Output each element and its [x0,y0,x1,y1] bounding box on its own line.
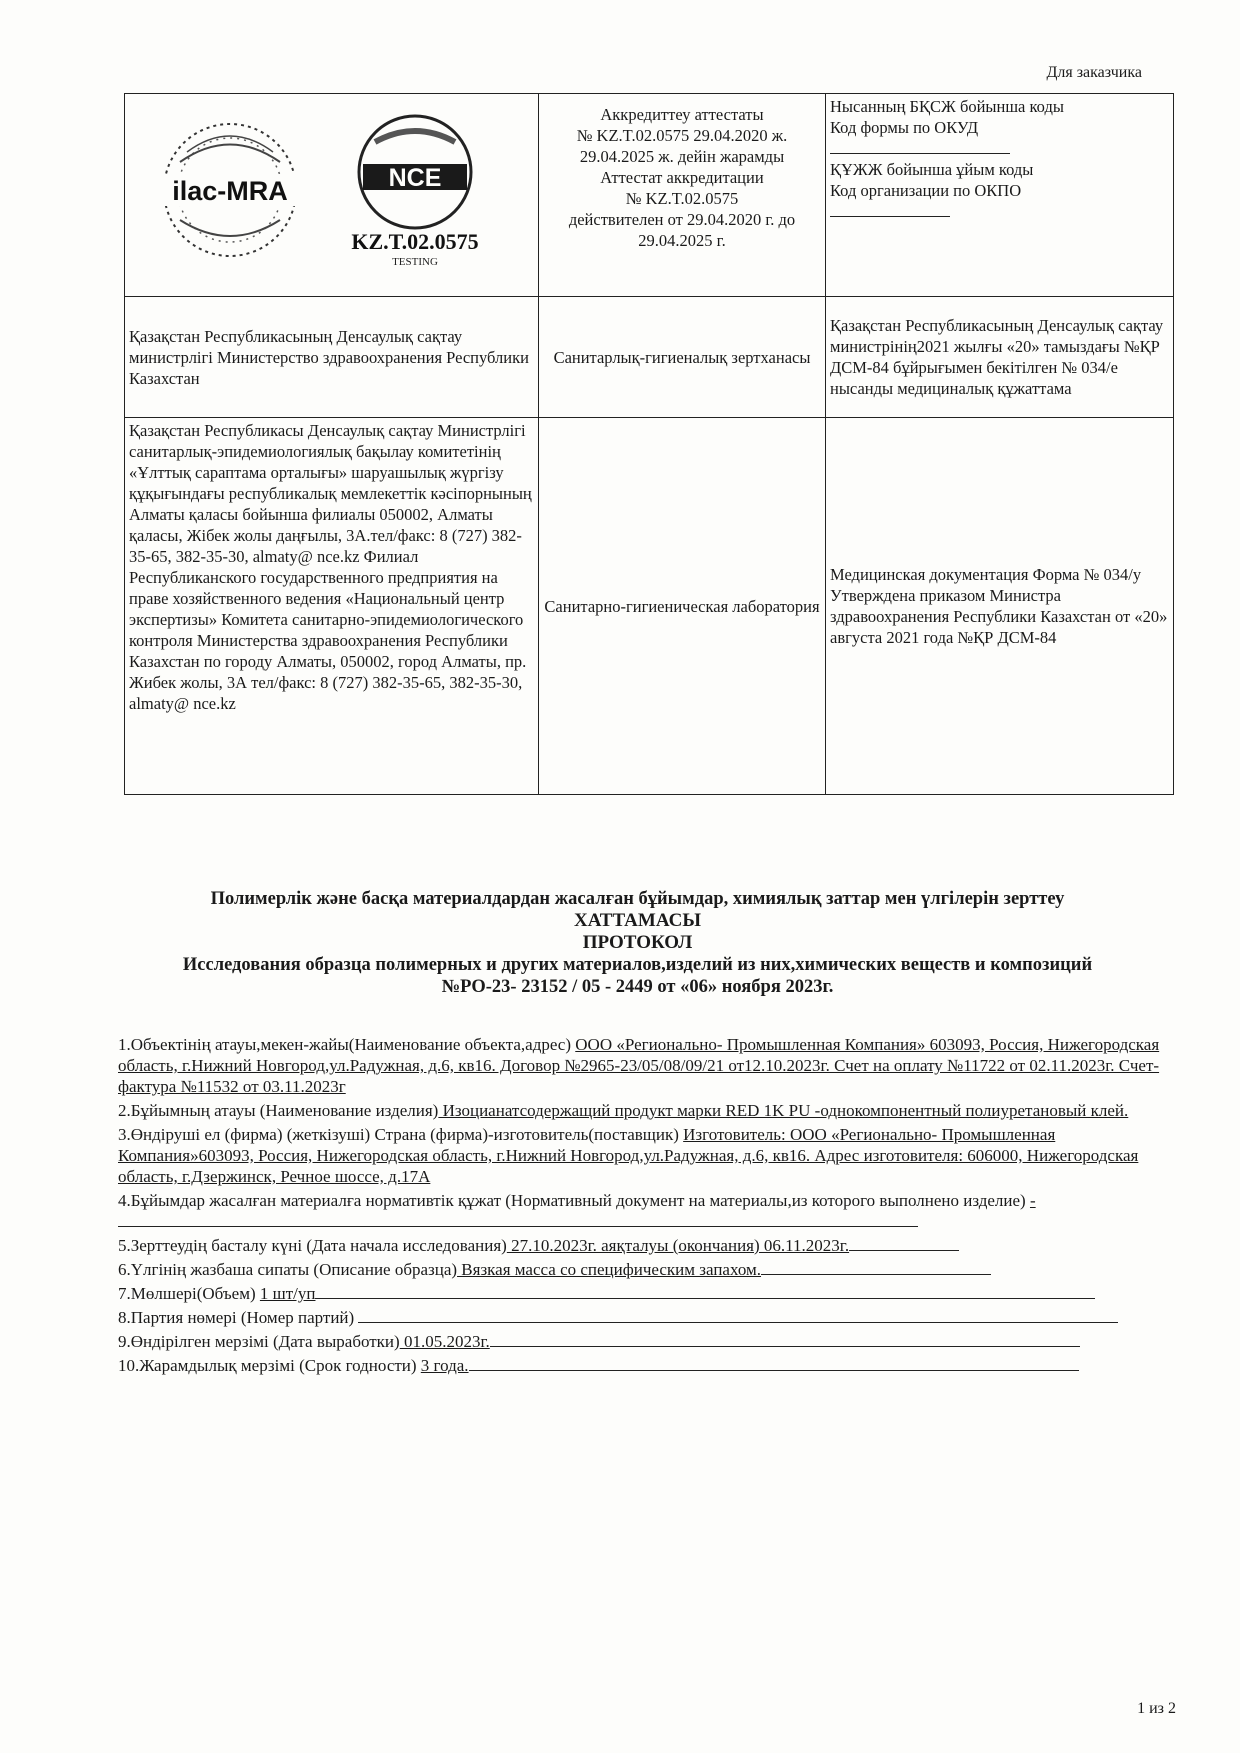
accreditation-logos [135,102,525,292]
field-value: ООО «Регионально- Промышленная Компания» 603093, Россия, Нижегородская область, г.Нижний Новгород,ул.Радужная, д.6, кв16. Договор №2965-23/05/08/09/21 от12.10.2023г. Счет на оплату №11722 от 02.11.2023г. Счет- фактура №11532 от 03.11.2023г [118,1035,1160,1096]
form-ru-cell: Медицинская документация Форма № 034/у Утверждена приказом Министра здравоохранения Республики Казахстан от «20» августа 2021 года №ҚР ДСМ-84 [826,418,1174,795]
field-volume [118,1283,1168,1304]
ministry-cell: Қазақстан Республикасының Денсаулық сақтау министрлігі Министерство здравоохранения Республики Казахстан [125,297,539,418]
field-object [118,1034,1168,1097]
protocol-title [110,888,1165,998]
accreditation-line: 29.04.2025 ж. дейін жарамды [579,147,785,166]
form-code-kz: Нысанның БҚСЖ бойынша коды [830,97,1064,116]
nce-logo-text: NCE [388,164,442,192]
logos-cell [125,94,539,297]
org-code-kz: ҚҰЖЖ бойынша ұйым коды [830,160,1034,179]
accreditation-line: № KZ.T.02.0575 [625,189,739,208]
field-fill-line [469,1356,1079,1371]
field-label: 9.Өндірілген мерзімі (Дата выработки) [118,1332,400,1351]
field-fill-line [118,1212,918,1227]
field-normative-doc [118,1190,1168,1232]
field-label: 7.Мөлшері(Объем) [118,1284,260,1303]
form-code-blank [830,139,1010,154]
logo-testing: TESTING [392,256,438,268]
form-code-ru: Код формы по ОКУД [830,118,979,137]
ilac-logo-text: ilac-MRA [172,176,288,206]
field-label: 5.Зерттеудің басталу күні (Дата начала исследования) [118,1236,507,1255]
organization-cell: Қазақстан Республикасы Денсаулық сақтау Министрлігі санитарлық-эпидемиологиялық бақылау комитетінің «Ұлттық сараптама орталығы» шаруашылық жүргізу құқығындағы республикалық мемлекеттік кәсіпорнының Алматы қаласы бойынша филиалы 050002, Алматы қаласы, Жібек жолы даңғылы, 3А.тел/факс: 8 (727) 382-35-65, 382-35-30, almaty@ nce.kz Филиал Республиканского государственного предприятия на праве хозяйственного ведения «Национальный центр экспертизы» Комитета санитарно-эпидемиологического контроля Министерства здравоохранения Республики Казахстан по городу Алматы, 050002, город Алматы, пр. Жибек жолы, 3А тел/факс: 8 (727) 382-35-65, 382-35-30, almaty@ nce.kz [125,418,539,795]
lab-kz-cell: Санитарлық-гигиеналық зертханасы [539,297,826,418]
header-table [124,93,1174,795]
title-hattamasy: ХАТТАМАСЫ [574,910,701,931]
field-value: 01.05.2023г. [399,1332,490,1351]
nce-logo [351,116,478,268]
field-manufacturer [118,1124,1168,1187]
org-code-blank [830,202,950,217]
accreditation-line: действителен от 29.04.2020 г. до [568,210,796,229]
field-fill-line [490,1332,1080,1347]
page-number: 1 из 2 [1137,1700,1176,1717]
ilac-mra-logo [163,124,297,256]
accreditation-cell [539,94,826,297]
field-value: 1 шт/уп [259,1284,316,1303]
field-label: 10.Жарамдылық мерзімі (Срок годности) [118,1356,421,1375]
field-value: Изоцианатсодержащий продукт марки RED 1K PU -однокомпонентный полиуретановый клей. [438,1101,1129,1120]
field-fill-line [315,1284,1095,1299]
accreditation-line: Аккредиттеу аттестаты [600,105,764,124]
field-batch [118,1307,1168,1328]
title-protocol: ПРОТОКОЛ [582,932,693,953]
field-production-date [118,1331,1168,1352]
field-value: Вязкая масса со специфическим запахом. [457,1260,762,1279]
field-label: 1.Объектінің атауы,мекен-жайы(Наименование объекта,адрес) [118,1035,576,1054]
field-label: 3.Өндіруші ел (фирма) (жеткізуші) Страна (фирма)-изготовитель(поставщик) [118,1125,684,1144]
accreditation-line: 29.04.2025 г. [638,231,726,250]
field-value: - [1029,1191,1036,1210]
field-label: 6.Үлгінің жазбаша сипаты (Описание образца) [118,1260,458,1279]
codes-cell [826,94,1174,297]
field-label: 4.Бұйымдар жасалған материалға нормативтік құжат (Нормативный документ на материалы,из которого выполнено изделие) [118,1191,1030,1210]
field-shelf-life [118,1355,1168,1376]
lab-ru-cell: Санитарно-гигиеническая лаборатория [539,418,826,795]
form-kz-cell: Қазақстан Республикасының Денсаулық сақтау министрінің2021 жылғы «20» тамыздағы №ҚР ДСМ-84 бұйрығымен бекітілген № 034/е нысанды медициналық құжаттама [826,297,1174,418]
field-fill-line [358,1308,1118,1323]
field-fill-line [849,1236,959,1251]
field-fill-line [761,1260,991,1275]
field-dates [118,1235,1168,1256]
customer-copy-note: Для заказчика [1046,64,1142,81]
protocol-number: №РО-23- 23152 / 05 - 2449 от «06» ноября 2023г. [441,977,834,997]
field-value: 3 года. [420,1356,469,1375]
protocol-fields [118,1034,1168,1379]
accreditation-line: Аттестат аккредитации [600,168,764,187]
field-product [118,1100,1168,1121]
field-label: 2.Бұйымның атауы (Наименование изделия) [118,1101,439,1120]
org-code-ru: Код организации по ОКПО [830,181,1022,200]
field-label: 8.Партия нөмері (Номер партий) [118,1308,359,1327]
title-kz: Полимерлік және басқа материалдардан жасалған бұйымдар, химиялық заттар мен үлгілерін зерттеу [210,889,1065,909]
field-description [118,1259,1168,1280]
logo-code: KZ.T.02.0575 [351,229,479,254]
field-value: Изготовитель: ООО «Регионально- Промышленная Компания»603093, Россия, Нижегородская область, г.Нижний Новгород,ул.Радужная, д.6, кв16. Адрес изготовителя: 606000, Нижегородская область, г.Дзержинск, Речное шоссе, д.17А [118,1125,1139,1186]
field-value: 27.10.2023г. аяқталуы (окончания) 06.11.2023г. [506,1236,850,1255]
accreditation-line: № KZ.T.02.0575 29.04.2020 ж. [576,126,788,145]
title-ru: Исследования образца полимерных и других материалов,изделий из них,химических веществ и композиций [182,955,1093,975]
